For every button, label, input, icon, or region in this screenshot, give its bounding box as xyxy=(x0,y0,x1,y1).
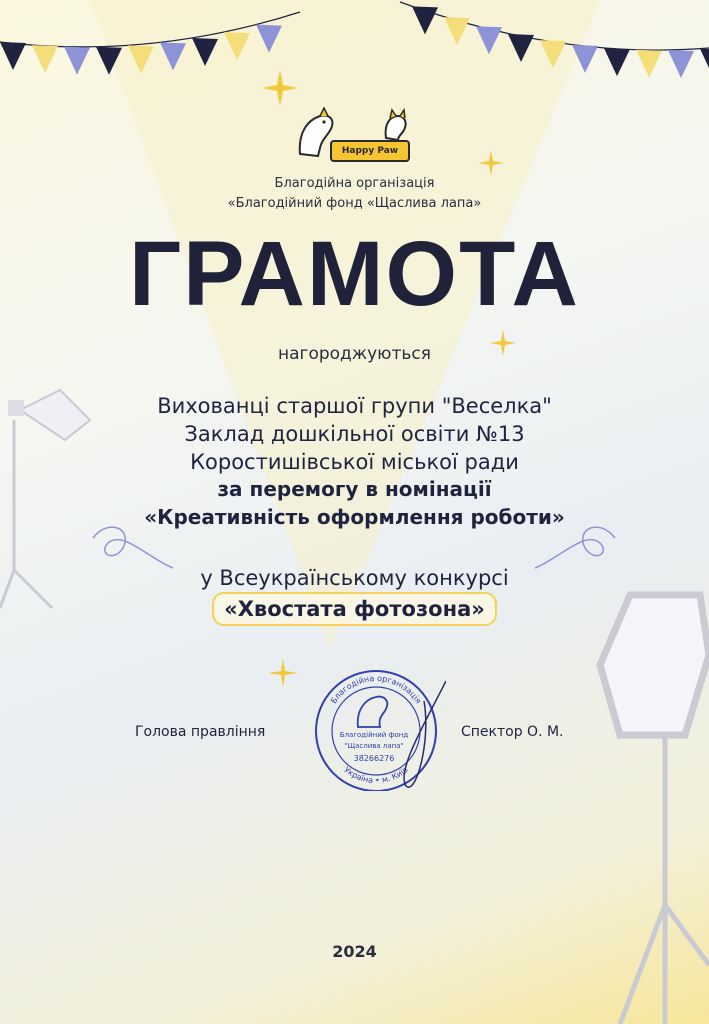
bunting-flag xyxy=(256,25,282,53)
recipient-line-1: Вихованці старшої групи "Веселка" xyxy=(157,394,552,418)
bunting-flag xyxy=(476,26,502,54)
sparkle-icon xyxy=(266,656,300,690)
nomination-line-1: за перемогу в номінації xyxy=(217,477,492,501)
bunting-flag xyxy=(64,47,90,75)
stamp-ring-text: Благодійна організація xyxy=(329,673,423,706)
bunting-garland xyxy=(0,0,709,110)
contest-name-badge xyxy=(0,592,709,626)
recipient-line-2: Заклад дошкільної освіти №13 xyxy=(184,422,525,446)
svg-text:Благодійна організація xyxy=(329,674,423,705)
organization-type: Благодійна організація xyxy=(274,176,435,191)
signatory-position: Голова правління xyxy=(135,724,266,740)
bunting-flag xyxy=(128,45,154,73)
signatory-name: Спектор О. М. xyxy=(461,724,564,740)
bunting-flag xyxy=(412,6,438,34)
stamp-code: 38266276 xyxy=(353,754,395,763)
stamp-line-1: Благодійний фонд xyxy=(339,731,409,739)
bunting-flag xyxy=(572,45,598,73)
awarded-text: нагороджуються xyxy=(278,344,431,364)
bunting-flag xyxy=(604,48,630,76)
logo-label: Happy Paw xyxy=(330,140,410,162)
official-stamp xyxy=(306,661,446,791)
happy-paw-logo xyxy=(290,102,420,164)
bunting-flag xyxy=(192,38,218,66)
bunting-flag xyxy=(96,47,122,75)
organization-name: «Благодійний фонд «Щаслива лапа» xyxy=(227,196,482,211)
sparkle-icon xyxy=(476,148,506,178)
bunting-flag xyxy=(444,17,470,45)
bunting-flag xyxy=(636,50,662,78)
bunting-flag xyxy=(700,49,709,77)
bunting-flag xyxy=(508,34,534,62)
bunting-flag xyxy=(668,50,694,78)
bunting-flag xyxy=(540,40,566,68)
bunting-flag xyxy=(0,42,26,70)
recipient-line-3: Коростишівської міської ради xyxy=(190,450,519,474)
contest-name: «Хвостата фотозона» xyxy=(212,592,497,626)
bunting-flag xyxy=(160,42,186,70)
bunting-flag xyxy=(224,32,250,60)
bunting-flag xyxy=(32,45,58,73)
year: 2024 xyxy=(332,942,377,961)
contest-line: у Всеукраїнському конкурсі xyxy=(200,566,509,590)
nomination-line-2: «Креативність оформлення роботи» xyxy=(144,505,565,529)
certificate-title: ГРАМОТА xyxy=(129,223,580,325)
stamp-bottom-text: Україна • м. Київ xyxy=(342,765,410,786)
stamp-line-2: "Щаслива лапа" xyxy=(344,742,404,750)
